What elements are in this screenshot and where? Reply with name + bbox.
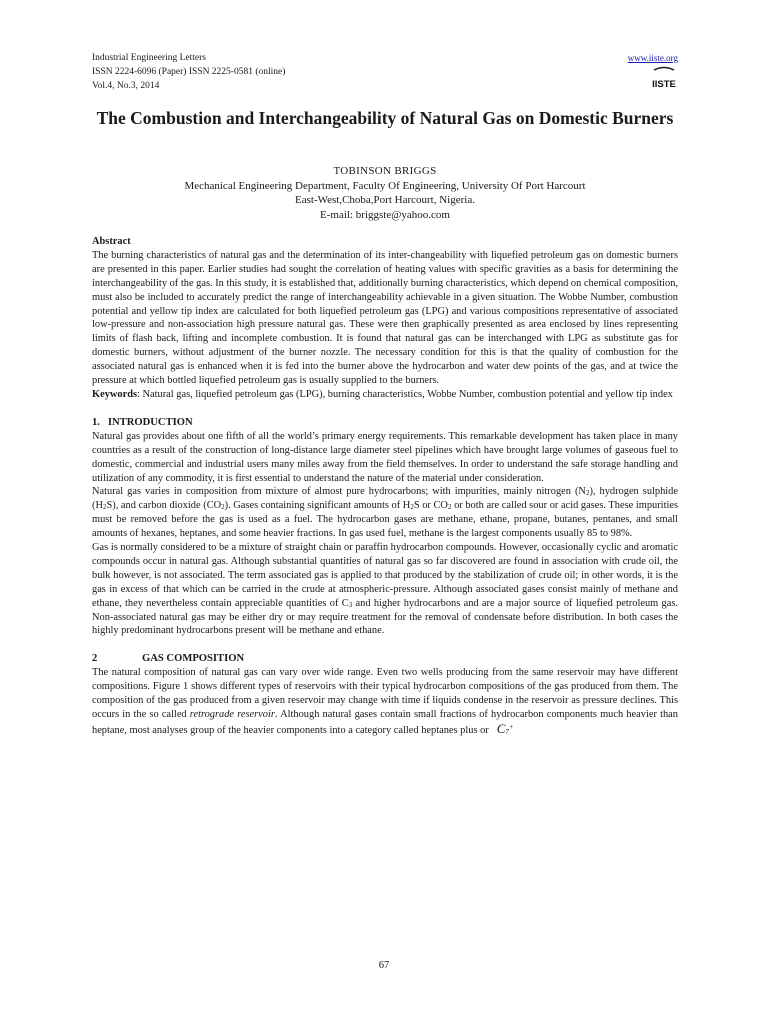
author-email: E-mail: briggste@yahoo.com — [320, 208, 450, 221]
intro-paragraph-1: Natural gas provides about one fifth of all the world’s primary energy requirements. This remarkable development has taken place in many countries as a result of the construction of long-distance large diameter steel pipelines which have brought large volumes of gaseous fuel to domestic, commercial and industrial users many miles away from the field themselves. In order to understand the safe storage handling and utilization of any commodity, it is first essential to understand the nature of the material under consideration. — [92, 430, 678, 484]
section-1-heading — [92, 416, 678, 430]
keywords-text: : Natural gas, liquefied petroleum gas (LPG), burning characteristics, Wobbe Number, combustion potential and yellow tip index — [137, 388, 673, 400]
iiste-logo-icon — [651, 66, 677, 92]
journal-header — [92, 51, 678, 93]
section-2-title: GAS COMPOSITION — [142, 653, 245, 665]
paper-title: The Combustion and Interchangeability of Natural Gas on Domestic Burners — [96, 108, 674, 128]
abstract-text: The burning characteristics of natural gas and the determination of its inter-changeability with liquefied petroleum gas on domestic burners are presented in this paper. Earlier studies had sought the correlation of heating values with specific gravities as a basis for determining the interchangeability of the gas. In this study, it is established that, additionally burning characteristics, which depend on chemical composition, must also be included to accurately predict the range of interchangeability achievable in a given situation. The Wobbe Number, combustion potential and yellow tip index are calculated for both liquefied petroleum gas (LPG) and various compositions representative of associated low-pressure and non-association high pressure natural gas. These were then graphically presented as area enclosed by lines representing limits of flash back, lifting and incomplete combustion. It is found that natural gas can be interchanged with LPG as substitute gas for domestic burners, without adjustment of the burner nozzle. The necessary condition for this is that the quality of combustion for the associated natural gas is enhanced when it is fed into the burner above the hydrocarbon and water dew points of the gas, and at twice the pressure at which bottled liquefied petroleum gas is usually supplied to the burners. — [92, 249, 678, 387]
retrograde-reservoir-term: retrograde reservoir — [189, 709, 275, 720]
abstract-heading: Abstract — [92, 236, 131, 247]
journal-volume: Vol.4, No.3, 2014 — [92, 81, 160, 91]
intro-paragraph-3: Gas is normally considered to be a mixture of straight chain or paraffin hydrocarbon compounds. However, occasionally cyclic and aromatic compounds occur in natural gas. Although substantial quantities of natural gas so far discovered are found in association with crude oil, the bulk however, is not associated. The term associated gas is applied to that produced by the stabilization of crude oil; in other words, it is the gas in excess of that which can be carried in the crude at atmospheric-pressure. Although associated gases consist mainly of methane and ethane, they nevertheless contain appreciable quantities of $C_3$ and higher hydrocarbons and are a major source of liquefied petroleum gas. Non-associated natural gas may be either dry or may require treatment for the removal of condensate before distribution. In both cases the highly predominant hydrocarbons present will be methane and ethane. — [92, 542, 678, 637]
section-1-number: 1. — [92, 416, 100, 428]
page-number: 67 — [378, 960, 390, 971]
journal-website-link[interactable]: www.iiste.org — [627, 53, 678, 63]
keywords-label: Keywords — [92, 388, 138, 400]
gas-composition-paragraph: The natural composition of natural gas can vary over wide range. Even two wells producing from the same reservoir may have different compositions. Figure 1 shows different types of reservoirs with their typical hydrocarbon compositions of the gas produced from them. The composition of the gas produced from a given reservoir may change with time if liquids condense in the reservoir as pressure declines. This occurs in the so called retrograde reservoir. Although natural gases contain small fractions of hydrocarbon components much heavier than heptane, most analyses group of the heavier components into a category called heptanes plus or $C_7^+$ — [92, 667, 678, 736]
iiste-logo — [651, 66, 677, 92]
author-name: TOBINSON BRIGGS — [333, 165, 437, 177]
intro-paragraph-2: Natural gas varies in composition from mixture of almost pure hydrocarbons; with impurities, mainly nitrogen $(N_2)$, hydrogen sulphide $(H_2S)$, and carbon dioxide $(CO_2)$. Gases containing significant amounts of $H_2S$ or $CO_2$ or both are called sour or acid gases. These impurities must be removed before the gas is used as a fuel. The hydrocarbon gases are methane, ethane, propane, butanes, pentanes, and small amounts of hexanes, heptanes, and some heavier fractions. In gas used fuel, methane is the largest components usually 85 to 98%. — [92, 486, 678, 540]
author-block — [92, 164, 678, 222]
journal-issn: ISSN 2224-6096 (Paper) ISSN 2225-0581 (online) — [92, 67, 286, 77]
section-2-number: 2 — [92, 653, 98, 665]
author-address: East-West,Choba,Port Harcourt, Nigeria. — [295, 194, 475, 206]
keywords-paragraph — [92, 388, 678, 402]
paper-body — [92, 235, 678, 738]
section-2-heading — [92, 652, 678, 666]
svg-text:IISTE: IISTE — [652, 79, 676, 90]
journal-name: Industrial Engineering Letters — [92, 53, 206, 63]
section-1-title: INTRODUCTION — [107, 416, 193, 428]
heptanes-plus-formula: $C_7^+$ — [496, 720, 514, 736]
author-affiliation: Mechanical Engineering Department, Faculty Of Engineering, University Of Port Harcourt — [184, 179, 586, 192]
